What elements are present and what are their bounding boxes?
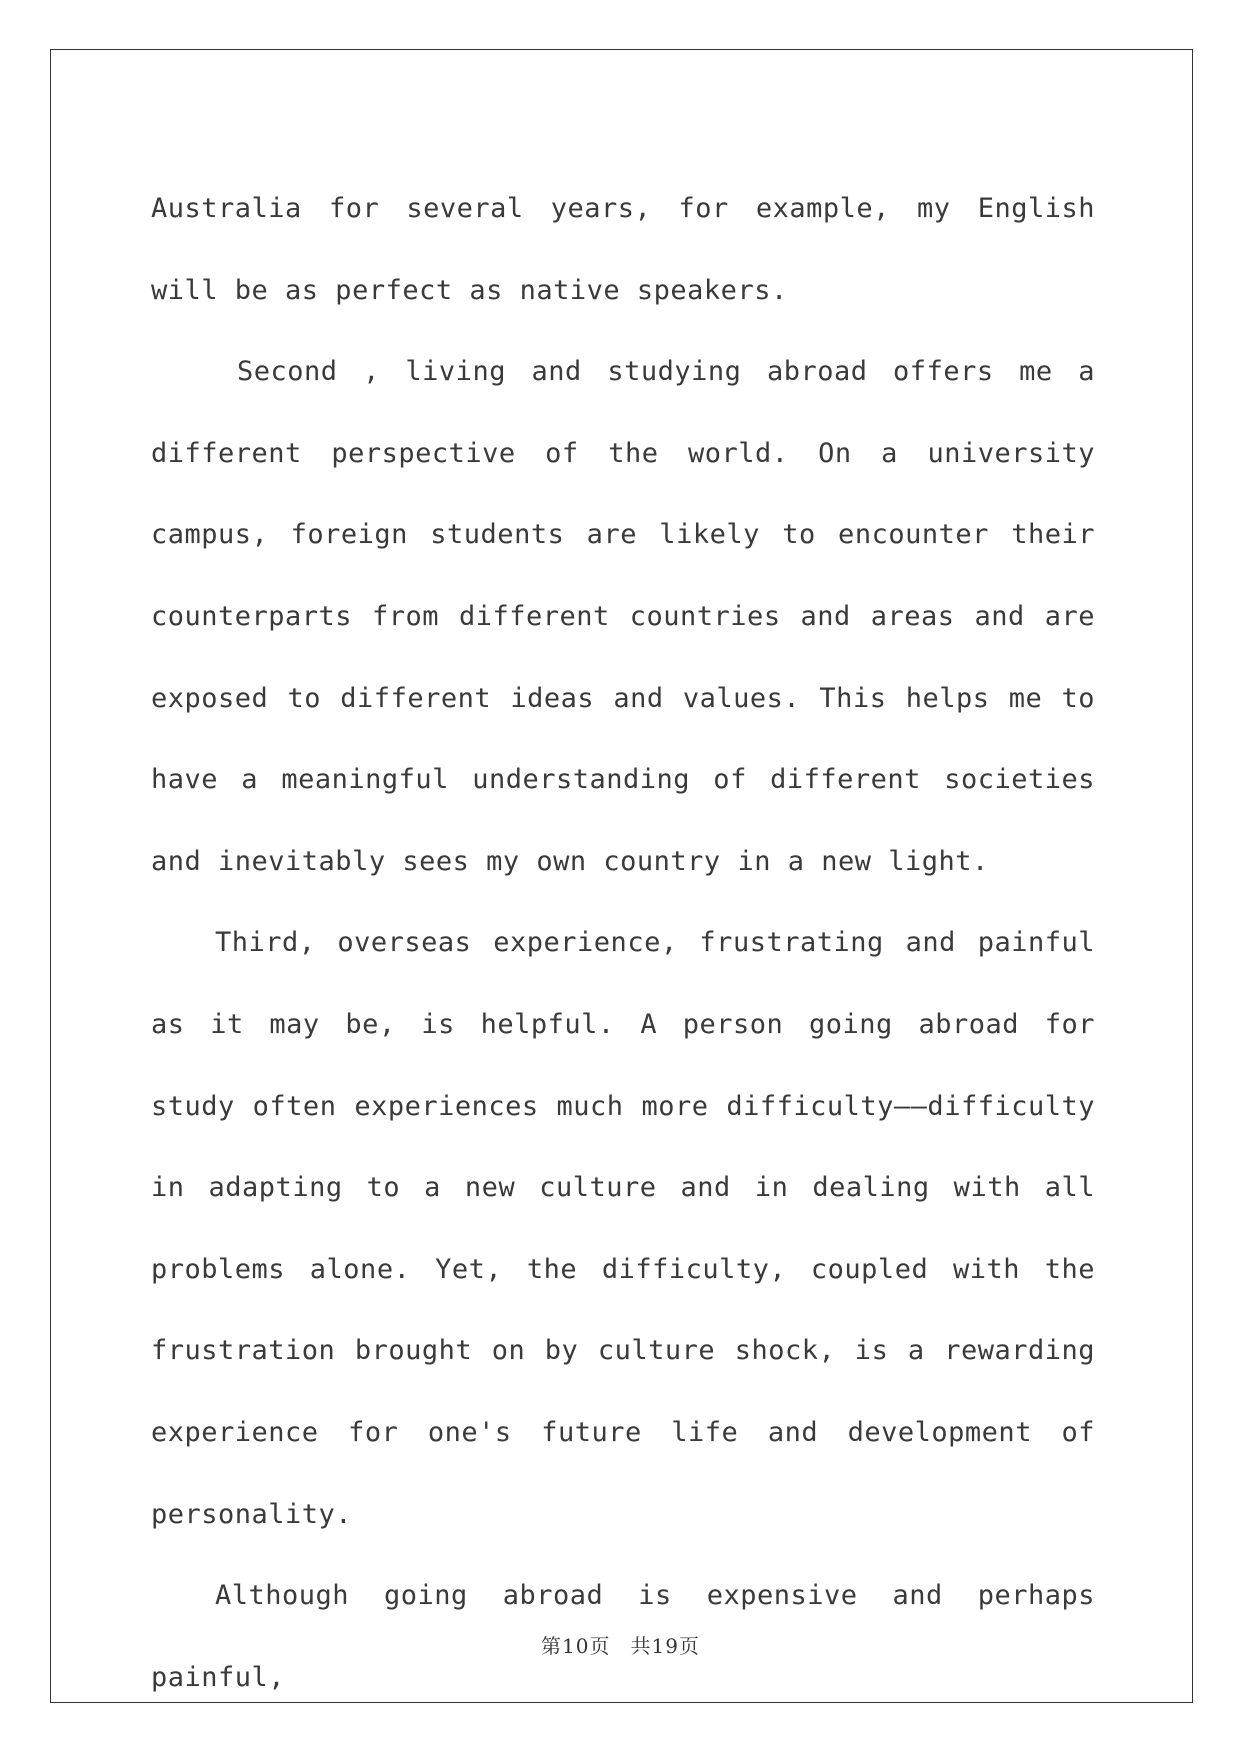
paragraph-third: Third, overseas experience, frustrating and painful as it may be, is helpful. A person going abroad for study often experiences much more difficulty——difficulty in adapting to a new culture and in dealing with all problems alone. Yet, the difficulty, coupled with the frustration brought on by culture shock, is a rewarding experience for one's future life and development of personality. xyxy=(151,927,1095,1530)
total-pages: 共19页 xyxy=(630,1634,700,1658)
page-footer xyxy=(0,1630,1241,1659)
document-body xyxy=(151,168,1095,1718)
paragraph-second: Second , living and studying abroad offers me a different perspective of the world. On a university campus, foreign students are likely to encounter their counterparts from different countries and areas and are exposed to different ideas and values. This helps me to have a meaningful understanding of different societies and inevitably sees my own country in a new light. xyxy=(151,356,1095,877)
paragraph-continuation: Australia for several years, for example, my English will be as perfect as native speakers. xyxy=(151,193,1095,306)
paragraph-conclusion: Although going abroad is expensive and perhaps painful, xyxy=(151,1580,1095,1693)
page-number: 第10页 xyxy=(541,1634,611,1658)
